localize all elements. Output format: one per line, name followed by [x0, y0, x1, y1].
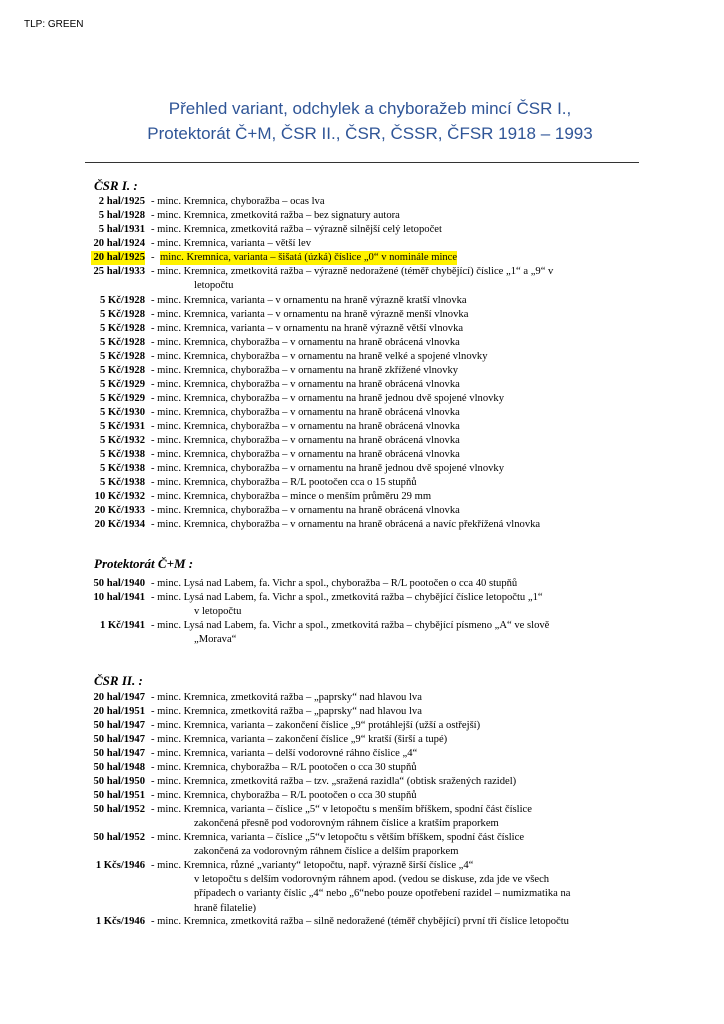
- coin-description: - minc. Kremnica, chyboražba – R/L pootočen o cca 30 stupňů: [151, 790, 417, 801]
- coin-description: - minc. Kremnica, chyboražba – v ornamentu na hraně zkřížené vlnovky: [151, 365, 459, 376]
- coin-label: 50 hal/1948: [93, 762, 145, 773]
- coin-entry: [0, 733, 724, 747]
- coin-label: 50 hal/1951: [93, 790, 145, 801]
- coin-description: - minc. Kremnica, varianta – číslice „5“v letopočtu s větším bříškem, spodní část číslice: [151, 832, 525, 843]
- coin-label: 5 Kč/1929: [99, 379, 145, 390]
- coin-label: 1 Kčs/1946: [95, 860, 145, 871]
- coin-description: - minc. Kremnica, varianta – delší vodorovné ráhno číslice „4“: [151, 748, 418, 759]
- section-heading-csr2: ČSR II. :: [94, 673, 143, 688]
- coin-label: 50 hal/1947: [93, 734, 145, 745]
- coin-description: - minc. Kremnica, různé „varianty“ letopočtu, např. výrazně širší číslice „4“: [151, 860, 474, 871]
- coin-label: 20 Kč/1933: [94, 505, 145, 516]
- coin-entry: [0, 775, 724, 789]
- coin-entry: [0, 350, 724, 364]
- coin-label: 20 hal/1947: [93, 692, 145, 703]
- coin-entry: [0, 420, 724, 434]
- coin-description: - minc. Lysá nad Labem, fa. Vichr a spol., zmetkovitá ražba – chybějící číslice letopočtu „1“: [151, 592, 543, 603]
- coin-description: - minc. Kremnica, varianta – v ornamentu na hraně výrazně větší vlnovka: [151, 323, 464, 334]
- coin-description: - minc. Kremnica, varianta – v ornamentu na hraně výrazně kratší vlnovka: [151, 295, 467, 306]
- coin-label: 5 Kč/1929: [99, 393, 145, 404]
- coin-label: 20 hal/1924: [93, 238, 145, 249]
- coin-description: - minc. Kremnica, chyboražba – v ornamentu na hraně jednou dvě spojené vlnovky: [151, 393, 505, 404]
- coin-label: 5 Kč/1930: [99, 407, 145, 418]
- coin-label: 1 Kčs/1946: [95, 916, 145, 927]
- coin-entry: [0, 294, 724, 308]
- coin-description: - minc. Kremnica, chyboražba – v ornamentu na hraně obrácená vlnovka: [151, 505, 460, 516]
- coin-entry: [0, 803, 724, 830]
- coin-description: - minc. Kremnica, varianta – zakončení číslice „9“ protáhlejší (užší a ostřejší): [151, 720, 481, 731]
- coin-description: - minc. Kremnica, chyboražba – ocas lva: [151, 196, 325, 207]
- tlp-marking: TLP: GREEN: [24, 19, 84, 30]
- coin-entry: [0, 619, 724, 646]
- coin-entry: [0, 434, 724, 448]
- coin-description: - minc. Kremnica, chyboražba – v ornamentu na hraně obrácená vlnovka: [151, 379, 460, 390]
- coin-description: - minc. Kremnica, chyboražba – v ornamentu na hraně obrácená vlnovka: [151, 421, 460, 432]
- coin-label: 1 Kč/1941: [99, 620, 145, 631]
- coin-description-continuation: „Morava“: [194, 634, 237, 646]
- coin-label: 50 hal/1940: [93, 578, 145, 589]
- coin-entry: [0, 591, 724, 618]
- coin-entry: [0, 308, 724, 322]
- coin-label: 5 Kč/1928: [99, 323, 145, 334]
- coin-label: 5 Kč/1928: [99, 295, 145, 306]
- coin-description: - minc. Kremnica, chyboražba – v ornamentu na hraně velké a spojené vlnovky: [151, 351, 488, 362]
- coin-entry: [0, 490, 724, 504]
- section-heading-protektorat: Protektorát Č+M :: [94, 556, 194, 571]
- coin-description-continuation: v letopočtu s delším vodorovným ráhnem apod. (vedou se diskuse, zda jde ve všech: [194, 874, 550, 886]
- coin-description-continuation: zakončená za vodorovným ráhnem číslice a delším praporkem: [194, 846, 459, 858]
- coin-entry: [0, 336, 724, 350]
- coin-entry: [0, 476, 724, 490]
- coin-description: minc. Kremnica, varianta – šišatá (úzká) číslice „0“ v nominále mince: [160, 251, 457, 265]
- coin-entry: [0, 518, 724, 532]
- coin-entry: [0, 719, 724, 733]
- coin-description: - minc. Kremnica, chyboražba – v ornamentu na hraně obrácená vlnovka: [151, 435, 460, 446]
- coin-description: - minc. Kremnica, chyboražba – v ornamentu na hraně obrácená vlnovka: [151, 407, 460, 418]
- coin-label: 50 hal/1947: [93, 748, 145, 759]
- coin-description: - minc. Kremnica, chyboražba – v ornamentu na hraně jednou dvě spojené vlnovky: [151, 463, 505, 474]
- coin-label: 50 hal/1950: [93, 776, 145, 787]
- coin-entry: [0, 237, 724, 251]
- document-title-line2: Protektorát Č+M, ČSR II., ČSR, ČSSR, ČFSR 1918 – 1993: [147, 124, 593, 143]
- coin-entry: [0, 577, 724, 591]
- coin-entry: [0, 761, 724, 775]
- coin-description: - minc. Kremnica, chyboražba – R/L pootočen cca o 15 stupňů: [151, 477, 417, 488]
- coin-entry: [0, 915, 724, 929]
- coin-entry: [0, 265, 724, 292]
- coin-description: - minc. Kremnica, zmetkovitá ražba – tzv. „sražená razidla“ (obtisk sražených razidel): [151, 776, 517, 787]
- coin-label: 5 Kč/1928: [99, 365, 145, 376]
- coin-entry: [0, 859, 724, 914]
- coin-entry: [0, 209, 724, 223]
- coin-label: 20 Kč/1934: [94, 519, 145, 530]
- coin-label: 50 hal/1952: [93, 804, 145, 815]
- coin-description: - minc. Kremnica, varianta – větší lev: [151, 238, 312, 249]
- coin-entry: [0, 364, 724, 378]
- coin-description: - minc. Lysá nad Labem, fa. Vichr a spol., chyboražba – R/L pootočen o cca 40 stupňů: [151, 578, 518, 589]
- coin-label: 5 Kč/1938: [99, 463, 145, 474]
- coin-description: - minc. Kremnica, varianta – v ornamentu na hraně výrazně menší vlnovka: [151, 309, 469, 320]
- coin-label: 20 hal/1925: [91, 251, 145, 265]
- coin-entry: [0, 392, 724, 406]
- coin-description: - minc. Kremnica, zmetkovitá ražba – „paprsky“ nad hlavou lva: [151, 692, 422, 703]
- coin-label: 5 Kč/1938: [99, 449, 145, 460]
- coin-description: - minc. Kremnica, chyboražba – R/L pootočen o cca 30 stupňů: [151, 762, 417, 773]
- coin-entry: [0, 322, 724, 336]
- coin-entry: [0, 406, 724, 420]
- coin-description: - minc. Kremnica, zmetkovitá ražba – „paprsky“ nad hlavou lva: [151, 706, 422, 717]
- coin-label: 5 hal/1931: [98, 224, 145, 235]
- coin-label: 5 Kč/1928: [99, 351, 145, 362]
- coin-label: 2 hal/1925: [98, 196, 145, 207]
- coin-entry: [0, 504, 724, 518]
- coin-entry: [0, 378, 724, 392]
- coin-label: 50 hal/1947: [93, 720, 145, 731]
- document-title-line1: Přehled variant, odchylek a chyboražeb mincí ČSR I.,: [168, 99, 572, 118]
- entry-dash: -: [151, 252, 155, 263]
- title-divider: [85, 162, 639, 163]
- coin-description: - minc. Kremnica, chyboražba – v ornamentu na hraně obrácená vlnovka: [151, 337, 460, 348]
- coin-label: 10 hal/1941: [93, 592, 145, 603]
- coin-description-continuation: hraně filatelie): [194, 902, 257, 914]
- coin-description: - minc. Lysá nad Labem, fa. Vichr a spol., zmetkovitá ražba – chybějící písmeno „A“ ve slově: [151, 620, 550, 631]
- coin-description-continuation: případech o varianty číslic „4“ nebo „6“nebo pouze opotřebení razidel – numizmatika na: [194, 888, 571, 900]
- coin-description-continuation: zakončená přesně pod vodorovným ráhnem číslice a kratším praporkem: [194, 818, 499, 830]
- coin-label: 5 Kč/1928: [99, 309, 145, 320]
- coin-description: - minc. Kremnica, chyboražba – v ornamentu na hraně obrácená a navíc překřížená vlnovka: [151, 519, 541, 530]
- coin-entry: [0, 251, 724, 265]
- coin-label: 5 Kč/1938: [99, 477, 145, 488]
- coin-description: - minc. Kremnica, varianta – číslice „5“ v letopočtu s menším bříškem, spodní část číslice: [151, 804, 532, 815]
- coin-entry: [0, 705, 724, 719]
- coin-description: - minc. Kremnica, zmetkovitá ražba – bez signatury autora: [151, 210, 400, 221]
- coin-entry: [0, 789, 724, 803]
- coin-entry: [0, 831, 724, 858]
- coin-description: - minc. Kremnica, zmetkovitá ražba – výrazně nedoražené (téměř chybějící) číslice „1“ a „9“ v: [151, 266, 554, 277]
- coin-description-continuation: letopočtu: [194, 280, 234, 292]
- coin-label: 5 Kč/1931: [99, 421, 145, 432]
- coin-description: - minc. Kremnica, varianta – zakončení číslice „9“ kratší (širší a tupé): [151, 734, 448, 745]
- coin-entry: [0, 223, 724, 237]
- coin-description: - minc. Kremnica, chyboražba – mince o menším průměru 29 mm: [151, 491, 432, 502]
- coin-description: - minc. Kremnica, zmetkovitá ražba – výrazně silnější celý letopočet: [151, 224, 442, 235]
- coin-description: - minc. Kremnica, chyboražba – v ornamentu na hraně obrácená vlnovka: [151, 449, 460, 460]
- coin-label: 20 hal/1951: [93, 706, 145, 717]
- coin-entry: [0, 691, 724, 705]
- coin-entry: [0, 462, 724, 476]
- coin-description: - minc. Kremnica, zmetkovitá ražba – silně nedoražené (téměř chybějící) první tři číslice letopočtu: [151, 916, 569, 927]
- coin-label: 10 Kč/1932: [94, 491, 145, 502]
- coin-label: 5 Kč/1928: [99, 337, 145, 348]
- coin-label: 50 hal/1952: [93, 832, 145, 843]
- coin-label: 5 hal/1928: [98, 210, 145, 221]
- coin-entry: [0, 747, 724, 761]
- coin-label: 25 hal/1933: [93, 266, 145, 277]
- coin-entry: [0, 448, 724, 462]
- section-heading-csr1: ČSR I. :: [94, 178, 138, 193]
- coin-entry: [0, 195, 724, 209]
- coin-label: 5 Kč/1932: [99, 435, 145, 446]
- coin-description-continuation: v letopočtu: [194, 606, 242, 618]
